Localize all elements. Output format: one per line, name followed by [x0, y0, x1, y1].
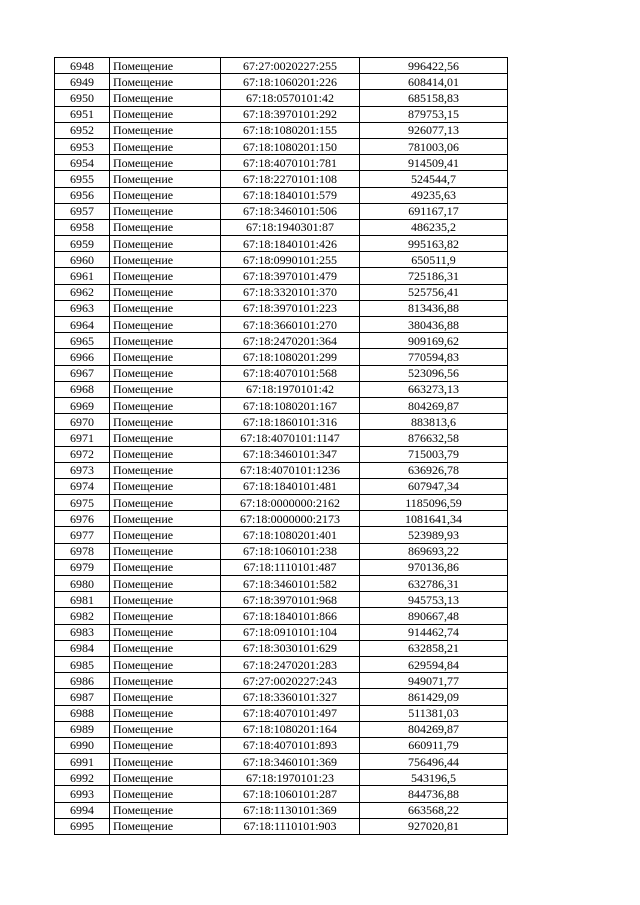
object-type-cell: Помещение — [110, 673, 221, 689]
object-type-cell: Помещение — [110, 495, 221, 511]
table-row — [55, 721, 508, 737]
cadastral-number-cell: 67:18:1060201:226 — [221, 74, 360, 90]
cadastral-value-cell: 663568,22 — [360, 802, 508, 818]
object-type-cell: Помещение — [110, 155, 221, 171]
cadastral-value-cell: 1081641,34 — [360, 511, 508, 527]
table-row — [55, 284, 508, 300]
cadastral-value-cell: 879753,15 — [360, 106, 508, 122]
object-type-cell: Помещение — [110, 754, 221, 770]
row-number-cell: 6987 — [55, 689, 110, 705]
cadastral-value-cell: 970136,86 — [360, 559, 508, 575]
table-row — [55, 608, 508, 624]
cadastral-number-cell: 67:18:1110101:903 — [221, 818, 360, 834]
row-number-cell: 6950 — [55, 90, 110, 106]
object-type-cell: Помещение — [110, 511, 221, 527]
table-row — [55, 705, 508, 721]
object-type-cell: Помещение — [110, 737, 221, 753]
table-row — [55, 252, 508, 268]
table-row — [55, 138, 508, 154]
row-number-cell: 6983 — [55, 624, 110, 640]
cadastral-number-cell: 67:18:3460101:369 — [221, 754, 360, 770]
row-number-cell: 6977 — [55, 527, 110, 543]
cadastral-number-cell: 67:18:2270101:108 — [221, 171, 360, 187]
cadastral-value-cell: 511381,03 — [360, 705, 508, 721]
row-number-cell: 6952 — [55, 122, 110, 138]
object-type-cell: Помещение — [110, 252, 221, 268]
object-type-cell: Помещение — [110, 446, 221, 462]
cadastral-number-cell: 67:27:0020227:255 — [221, 58, 360, 74]
cadastral-value-cell: 660911,79 — [360, 737, 508, 753]
cadastral-number-cell: 67:18:2470201:364 — [221, 333, 360, 349]
object-type-cell: Помещение — [110, 236, 221, 252]
cadastral-value-cell: 486235,2 — [360, 219, 508, 235]
cadastral-value-cell: 380436,88 — [360, 317, 508, 333]
cadastral-value-cell: 927020,81 — [360, 818, 508, 834]
row-number-cell: 6957 — [55, 203, 110, 219]
row-number-cell: 6982 — [55, 608, 110, 624]
row-number-cell: 6986 — [55, 673, 110, 689]
cadastral-number-cell: 67:18:4070101:568 — [221, 365, 360, 381]
table-row — [55, 236, 508, 252]
table-row — [55, 414, 508, 430]
table-row — [55, 317, 508, 333]
object-type-cell: Помещение — [110, 397, 221, 413]
cadastral-number-cell: 67:18:3970101:223 — [221, 300, 360, 316]
table-row — [55, 333, 508, 349]
table-row — [55, 511, 508, 527]
object-type-cell: Помещение — [110, 478, 221, 494]
table-row — [55, 430, 508, 446]
cadastral-value-cell: 813436,88 — [360, 300, 508, 316]
table-row — [55, 349, 508, 365]
cadastral-value-cell: 890667,48 — [360, 608, 508, 624]
row-number-cell: 6978 — [55, 543, 110, 559]
cadastral-number-cell: 67:18:1860101:316 — [221, 414, 360, 430]
cadastral-value-cell: 1185096,59 — [360, 495, 508, 511]
object-type-cell: Помещение — [110, 559, 221, 575]
object-type-cell: Помещение — [110, 187, 221, 203]
cadastral-value-cell: 543196,5 — [360, 770, 508, 786]
cadastral-number-cell: 67:18:0910101:104 — [221, 624, 360, 640]
cadastral-number-cell: 67:18:4070101:1147 — [221, 430, 360, 446]
cadastral-number-cell: 67:18:3460101:347 — [221, 446, 360, 462]
cadastral-value-cell: 756496,44 — [360, 754, 508, 770]
row-number-cell: 6993 — [55, 786, 110, 802]
cadastral-value-cell: 632786,31 — [360, 576, 508, 592]
table-row — [55, 90, 508, 106]
row-number-cell: 6960 — [55, 252, 110, 268]
cadastral-number-cell: 67:18:1060101:287 — [221, 786, 360, 802]
table-body — [55, 58, 508, 835]
table-row — [55, 673, 508, 689]
cadastral-number-cell: 67:18:4070101:781 — [221, 155, 360, 171]
table-row — [55, 122, 508, 138]
object-type-cell: Помещение — [110, 640, 221, 656]
cadastral-number-cell: 67:18:0000000:2162 — [221, 495, 360, 511]
cadastral-number-cell: 67:18:1970101:42 — [221, 381, 360, 397]
object-type-cell: Помещение — [110, 543, 221, 559]
row-number-cell: 6989 — [55, 721, 110, 737]
cadastral-number-cell: 67:18:0570101:42 — [221, 90, 360, 106]
cadastral-number-cell: 67:18:3970101:968 — [221, 592, 360, 608]
table-row — [55, 592, 508, 608]
row-number-cell: 6976 — [55, 511, 110, 527]
object-type-cell: Помещение — [110, 818, 221, 834]
cadastral-value-cell: 861429,09 — [360, 689, 508, 705]
row-number-cell: 6949 — [55, 74, 110, 90]
row-number-cell: 6991 — [55, 754, 110, 770]
object-type-cell: Помещение — [110, 656, 221, 672]
cadastral-value-cell: 49235,63 — [360, 187, 508, 203]
cadastral-value-cell: 523989,93 — [360, 527, 508, 543]
row-number-cell: 6967 — [55, 365, 110, 381]
object-type-cell: Помещение — [110, 171, 221, 187]
object-type-cell: Помещение — [110, 219, 221, 235]
cadastral-value-table — [54, 57, 508, 835]
cadastral-value-cell: 883813,6 — [360, 414, 508, 430]
cadastral-value-cell: 685158,83 — [360, 90, 508, 106]
cadastral-number-cell: 67:18:1080201:150 — [221, 138, 360, 154]
row-number-cell: 6975 — [55, 495, 110, 511]
row-number-cell: 6992 — [55, 770, 110, 786]
cadastral-number-cell: 67:18:3970101:292 — [221, 106, 360, 122]
row-number-cell: 6964 — [55, 317, 110, 333]
table-row — [55, 527, 508, 543]
object-type-cell: Помещение — [110, 576, 221, 592]
table-row — [55, 268, 508, 284]
table-row — [55, 802, 508, 818]
table-row — [55, 786, 508, 802]
object-type-cell: Помещение — [110, 365, 221, 381]
cadastral-number-cell: 67:18:1080201:299 — [221, 349, 360, 365]
object-type-cell: Помещение — [110, 74, 221, 90]
object-type-cell: Помещение — [110, 317, 221, 333]
cadastral-value-cell: 770594,83 — [360, 349, 508, 365]
object-type-cell: Помещение — [110, 802, 221, 818]
row-number-cell: 6953 — [55, 138, 110, 154]
row-number-cell: 6966 — [55, 349, 110, 365]
cadastral-number-cell: 67:18:0990101:255 — [221, 252, 360, 268]
object-type-cell: Помещение — [110, 462, 221, 478]
cadastral-number-cell: 67:18:3970101:479 — [221, 268, 360, 284]
object-type-cell: Помещение — [110, 592, 221, 608]
row-number-cell: 6955 — [55, 171, 110, 187]
table-row — [55, 58, 508, 74]
row-number-cell: 6984 — [55, 640, 110, 656]
object-type-cell: Помещение — [110, 786, 221, 802]
row-number-cell: 6963 — [55, 300, 110, 316]
cadastral-number-cell: 67:18:3030101:629 — [221, 640, 360, 656]
row-number-cell: 6974 — [55, 478, 110, 494]
object-type-cell: Помещение — [110, 90, 221, 106]
cadastral-value-cell: 914462,74 — [360, 624, 508, 640]
row-number-cell: 6954 — [55, 155, 110, 171]
cadastral-value-cell: 636926,78 — [360, 462, 508, 478]
object-type-cell: Помещение — [110, 624, 221, 640]
cadastral-value-cell: 629594,84 — [360, 656, 508, 672]
table-row — [55, 656, 508, 672]
cadastral-value-cell: 650511,9 — [360, 252, 508, 268]
cadastral-value-cell: 804269,87 — [360, 397, 508, 413]
table-row — [55, 462, 508, 478]
cadastral-number-cell: 67:18:1970101:23 — [221, 770, 360, 786]
cadastral-value-cell: 804269,87 — [360, 721, 508, 737]
table-row — [55, 818, 508, 834]
row-number-cell: 6972 — [55, 446, 110, 462]
cadastral-number-cell: 67:18:3460101:506 — [221, 203, 360, 219]
cadastral-value-cell: 632858,21 — [360, 640, 508, 656]
table-row — [55, 106, 508, 122]
cadastral-value-cell: 996422,56 — [360, 58, 508, 74]
object-type-cell: Помещение — [110, 608, 221, 624]
row-number-cell: 6959 — [55, 236, 110, 252]
cadastral-value-cell: 523096,56 — [360, 365, 508, 381]
cadastral-value-cell: 949071,77 — [360, 673, 508, 689]
row-number-cell: 6951 — [55, 106, 110, 122]
object-type-cell: Помещение — [110, 268, 221, 284]
table-row — [55, 478, 508, 494]
cadastral-value-cell: 525756,41 — [360, 284, 508, 300]
table-row — [55, 737, 508, 753]
table-row — [55, 640, 508, 656]
cadastral-number-cell: 67:18:1080201:164 — [221, 721, 360, 737]
cadastral-number-cell: 67:18:1840101:481 — [221, 478, 360, 494]
cadastral-value-cell: 909169,62 — [360, 333, 508, 349]
row-number-cell: 6965 — [55, 333, 110, 349]
cadastral-number-cell: 67:18:3460101:582 — [221, 576, 360, 592]
row-number-cell: 6973 — [55, 462, 110, 478]
row-number-cell: 6981 — [55, 592, 110, 608]
table-row — [55, 219, 508, 235]
cadastral-number-cell: 67:18:3320101:370 — [221, 284, 360, 300]
row-number-cell: 6968 — [55, 381, 110, 397]
cadastral-number-cell: 67:18:3360101:327 — [221, 689, 360, 705]
table-row — [55, 155, 508, 171]
cadastral-value-cell: 945753,13 — [360, 592, 508, 608]
cadastral-number-cell: 67:18:2470201:283 — [221, 656, 360, 672]
cadastral-number-cell: 67:18:4070101:1236 — [221, 462, 360, 478]
table-row — [55, 203, 508, 219]
object-type-cell: Помещение — [110, 122, 221, 138]
cadastral-number-cell: 67:18:4070101:497 — [221, 705, 360, 721]
row-number-cell: 6995 — [55, 818, 110, 834]
row-number-cell: 6979 — [55, 559, 110, 575]
table-row — [55, 446, 508, 462]
table-row — [55, 74, 508, 90]
cadastral-number-cell: 67:18:1060101:238 — [221, 543, 360, 559]
row-number-cell: 6948 — [55, 58, 110, 74]
table-row — [55, 754, 508, 770]
cadastral-value-cell: 524544,7 — [360, 171, 508, 187]
table-row — [55, 187, 508, 203]
row-number-cell: 6962 — [55, 284, 110, 300]
cadastral-value-cell: 608414,01 — [360, 74, 508, 90]
row-number-cell: 6988 — [55, 705, 110, 721]
row-number-cell: 6990 — [55, 737, 110, 753]
cadastral-value-cell: 725186,31 — [360, 268, 508, 284]
cadastral-number-cell: 67:18:1940301:87 — [221, 219, 360, 235]
cadastral-number-cell: 67:18:4070101:893 — [221, 737, 360, 753]
table-row — [55, 543, 508, 559]
object-type-cell: Помещение — [110, 430, 221, 446]
cadastral-value-cell: 781003,06 — [360, 138, 508, 154]
cadastral-value-cell: 844736,88 — [360, 786, 508, 802]
object-type-cell: Помещение — [110, 414, 221, 430]
table-row — [55, 381, 508, 397]
table-row — [55, 495, 508, 511]
cadastral-value-cell: 926077,13 — [360, 122, 508, 138]
cadastral-number-cell: 67:18:1080201:167 — [221, 397, 360, 413]
cadastral-number-cell: 67:18:1840101:866 — [221, 608, 360, 624]
table-row — [55, 397, 508, 413]
row-number-cell: 6958 — [55, 219, 110, 235]
object-type-cell: Помещение — [110, 381, 221, 397]
cadastral-value-cell: 876632,58 — [360, 430, 508, 446]
row-number-cell: 6969 — [55, 397, 110, 413]
table-row — [55, 365, 508, 381]
row-number-cell: 6980 — [55, 576, 110, 592]
cadastral-value-cell: 914509,41 — [360, 155, 508, 171]
cadastral-value-cell: 715003,79 — [360, 446, 508, 462]
object-type-cell: Помещение — [110, 705, 221, 721]
table-row — [55, 171, 508, 187]
cadastral-number-cell: 67:18:1080201:401 — [221, 527, 360, 543]
row-number-cell: 6994 — [55, 802, 110, 818]
table-row — [55, 559, 508, 575]
cadastral-number-cell: 67:18:3660101:270 — [221, 317, 360, 333]
cadastral-value-cell: 663273,13 — [360, 381, 508, 397]
cadastral-number-cell: 67:18:0000000:2173 — [221, 511, 360, 527]
object-type-cell: Помещение — [110, 770, 221, 786]
row-number-cell: 6985 — [55, 656, 110, 672]
table-row — [55, 689, 508, 705]
cadastral-value-cell: 869693,22 — [360, 543, 508, 559]
object-type-cell: Помещение — [110, 106, 221, 122]
object-type-cell: Помещение — [110, 527, 221, 543]
cadastral-value-cell: 995163,82 — [360, 236, 508, 252]
object-type-cell: Помещение — [110, 58, 221, 74]
object-type-cell: Помещение — [110, 284, 221, 300]
object-type-cell: Помещение — [110, 333, 221, 349]
row-number-cell: 6961 — [55, 268, 110, 284]
table-row — [55, 576, 508, 592]
cadastral-number-cell: 67:18:1080201:155 — [221, 122, 360, 138]
object-type-cell: Помещение — [110, 689, 221, 705]
cadastral-number-cell: 67:18:1110101:487 — [221, 559, 360, 575]
object-type-cell: Помещение — [110, 138, 221, 154]
cadastral-number-cell: 67:18:1130101:369 — [221, 802, 360, 818]
cadastral-number-cell: 67:27:0020227:243 — [221, 673, 360, 689]
table-row — [55, 770, 508, 786]
cadastral-number-cell: 67:18:1840101:426 — [221, 236, 360, 252]
table-row — [55, 624, 508, 640]
object-type-cell: Помещение — [110, 300, 221, 316]
object-type-cell: Помещение — [110, 203, 221, 219]
row-number-cell: 6956 — [55, 187, 110, 203]
row-number-cell: 6971 — [55, 430, 110, 446]
object-type-cell: Помещение — [110, 721, 221, 737]
cadastral-number-cell: 67:18:1840101:579 — [221, 187, 360, 203]
row-number-cell: 6970 — [55, 414, 110, 430]
object-type-cell: Помещение — [110, 349, 221, 365]
table-row — [55, 300, 508, 316]
cadastral-value-cell: 691167,17 — [360, 203, 508, 219]
cadastral-value-cell: 607947,34 — [360, 478, 508, 494]
